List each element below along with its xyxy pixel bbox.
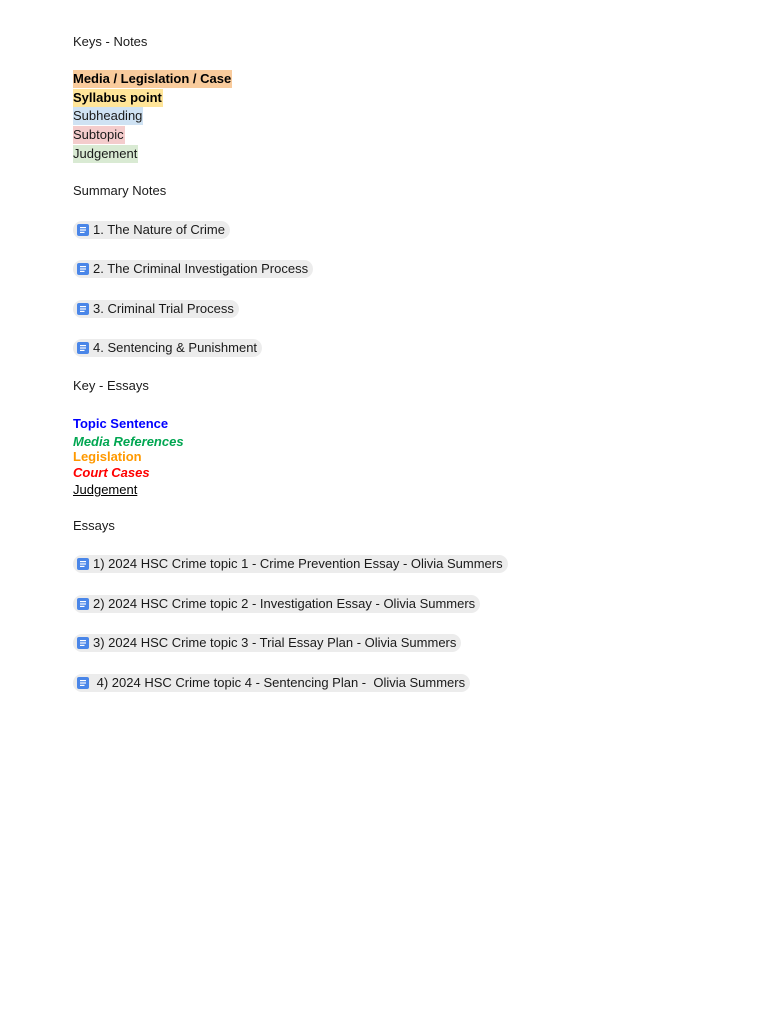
key-media-references: Media References xyxy=(73,434,184,449)
summary-note-link-label: 3. Criminal Trial Process xyxy=(93,301,234,316)
google-docs-icon xyxy=(77,558,89,570)
key-legislation: Legislation xyxy=(73,449,142,464)
key-subheading-label: Subheading xyxy=(73,108,143,123)
key-syllabus-point-label: Syllabus point xyxy=(73,90,162,105)
summary-notes-heading: Summary Notes xyxy=(73,183,167,198)
essay-link-label: 3) 2024 HSC Crime topic 3 - Trial Essay Plan - Olivia Summers xyxy=(93,635,457,650)
essay-link-2[interactable] xyxy=(73,595,480,613)
summary-note-link-2[interactable] xyxy=(73,260,313,278)
summary-note-link-1[interactable] xyxy=(73,221,230,239)
key-syllabus-point xyxy=(73,89,163,107)
google-docs-icon xyxy=(77,342,89,354)
key-judgement xyxy=(73,145,138,163)
google-docs-icon xyxy=(77,263,89,275)
key-media-legislation-case xyxy=(73,70,232,88)
google-docs-icon xyxy=(77,224,89,236)
essay-link-3[interactable] xyxy=(73,634,461,652)
summary-note-link-4[interactable] xyxy=(73,339,262,357)
summary-note-link-label: 2. The Criminal Investigation Process xyxy=(93,261,309,276)
essay-link-label: 1) 2024 HSC Crime topic 1 - Crime Prevention Essay - Olivia Summers xyxy=(93,556,503,571)
key-essay-judgement: Judgement xyxy=(73,482,138,497)
summary-note-link-label: 4. Sentencing & Punishment xyxy=(93,340,258,355)
essay-link-label: 4) 2024 HSC Crime topic 4 - Sentencing Plan - Olivia Summers xyxy=(93,675,466,690)
summary-note-link-label: 1. The Nature of Crime xyxy=(93,222,225,237)
key-subheading xyxy=(73,107,143,125)
google-docs-icon xyxy=(77,303,89,315)
key-subtopic-label: Subtopic xyxy=(73,127,124,142)
essay-link-4[interactable] xyxy=(73,674,470,692)
google-docs-icon xyxy=(77,598,89,610)
google-docs-icon xyxy=(77,637,89,649)
keys-notes-heading: Keys - Notes xyxy=(73,34,148,49)
essay-link-1[interactable] xyxy=(73,555,508,573)
key-subtopic xyxy=(73,126,125,144)
key-essays-heading: Key - Essays xyxy=(73,378,149,393)
google-docs-icon xyxy=(77,677,89,689)
summary-note-link-3[interactable] xyxy=(73,300,239,318)
key-media-legislation-case-label: Media / Legislation / Case xyxy=(73,71,232,86)
key-judgement-label: Judgement xyxy=(73,146,138,161)
essay-link-label: 2) 2024 HSC Crime topic 2 - Investigation Essay - Olivia Summers xyxy=(93,596,476,611)
essays-heading: Essays xyxy=(73,518,115,533)
key-topic-sentence: Topic Sentence xyxy=(73,416,169,431)
key-court-cases: Court Cases xyxy=(73,465,150,480)
